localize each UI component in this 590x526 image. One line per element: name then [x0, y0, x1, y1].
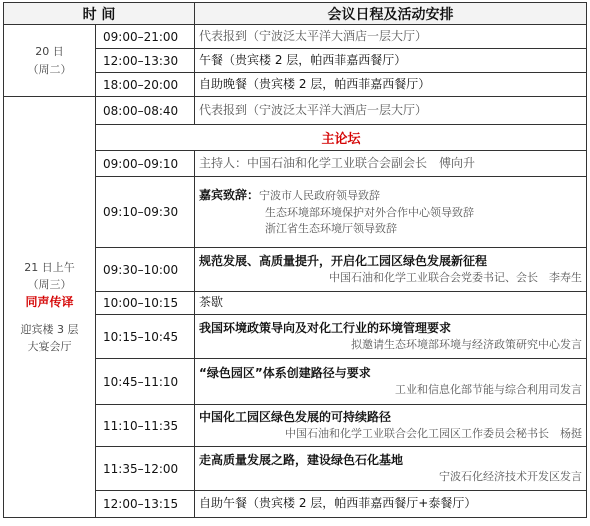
time-cell: 09:10–09:30: [96, 177, 195, 248]
header-time: 时 间: [4, 3, 195, 25]
time-cell: 10:45–11:10: [96, 359, 195, 405]
agenda-item: [195, 248, 587, 292]
talk-speaker: 中国石油和化学工业联合会化工园区工作委员会秘书长 杨挺: [285, 427, 582, 441]
venue-line1: 迎宾楼 3 层: [20, 323, 79, 337]
day1-date-cell: [4, 25, 96, 97]
agenda-item: [195, 315, 587, 359]
time-cell: 12:00–13:15: [96, 491, 195, 518]
time-cell: 09:30–10:00: [96, 248, 195, 292]
time-cell: 09:00–21:00: [96, 25, 195, 49]
welcome-line1: 宁波市人民政府领导致辞: [259, 189, 381, 203]
talk-speaker: 拟邀请生态环境部环境与经济政策研究中心发言: [351, 338, 582, 352]
day2-weekday: （周三）: [27, 277, 72, 291]
header-agenda: 会议日程及活动安排: [195, 3, 587, 25]
talk-speaker: 中国石油和化学工业联合会党委书记、会长 李寿生: [329, 271, 582, 285]
agenda-item: 主持人：中国石油和化学工业联合会副会长 傅向升: [195, 151, 587, 177]
interpretation-badge: 同声传译: [25, 294, 74, 309]
time-cell: 11:35–12:00: [96, 447, 195, 491]
table-row: [4, 97, 587, 125]
agenda-item: 代表报到（宁波泛太平洋大酒店一层大厅）: [195, 25, 587, 49]
talk-title: “绿色园区”体系创建路径与要求: [199, 365, 371, 380]
time-cell: 09:00–09:10: [96, 151, 195, 177]
day1-weekday: （周二）: [27, 62, 72, 76]
time-cell: 12:00–13:30: [96, 49, 195, 73]
day2-date: 21 日上午: [24, 260, 75, 274]
agenda-item: [195, 359, 587, 405]
welcome-line3: 浙江省生态环境厅领导致辞: [265, 221, 397, 235]
welcome-title: 嘉宾致辞：: [199, 188, 260, 203]
time-cell: 10:00–10:15: [96, 292, 195, 315]
table-row: [4, 25, 587, 49]
day1-date: 20 日: [35, 45, 64, 59]
forum-title: 主论坛: [96, 125, 587, 151]
talk-speaker: 工业和信息化部节能与综合利用司发言: [395, 383, 582, 397]
agenda-item: 自助午餐（贵宾楼 2 层，帕西菲嘉西餐厅+泰餐厅）: [195, 491, 587, 518]
agenda-item: 午餐（贵宾楼 2 层，帕西菲嘉西餐厅）: [195, 49, 587, 73]
welcome-block: [195, 177, 587, 248]
time-cell: 08:00–08:40: [96, 97, 195, 125]
venue-line2: 大宴会厅: [27, 340, 72, 354]
talk-title: 规范发展、高质量提升，开启化工园区绿色发展新征程: [199, 253, 488, 268]
agenda-item: 茶歇: [195, 292, 587, 315]
agenda-item: 代表报到（宁波泛太平洋大酒店一层大厅）: [195, 97, 587, 125]
talk-speaker: 宁波石化经济技术开发区发言: [439, 470, 582, 484]
header-row: [4, 3, 587, 25]
agenda-table: [3, 2, 587, 518]
time-cell: 10:15–10:45: [96, 315, 195, 359]
welcome-line2: 生态环境部环境保护对外合作中心领导致辞: [265, 205, 474, 219]
time-cell: 11:10–11:35: [96, 405, 195, 447]
talk-title: 中国化工园区绿色发展的可持续路径: [199, 409, 392, 424]
spacer: [8, 311, 91, 321]
day2-date-cell: [4, 97, 96, 518]
agenda-item: 自助晚餐（贵宾楼 2 层，帕西菲嘉西餐厅）: [195, 73, 587, 97]
time-cell: 18:00–20:00: [96, 73, 195, 97]
agenda-item: [195, 447, 587, 491]
agenda-item: [195, 405, 587, 447]
talk-title: 走高质量发展之路，建设绿色石化基地: [199, 452, 404, 467]
talk-title: 我国环境政策导向及对化工行业的环境管理要求: [199, 320, 452, 335]
